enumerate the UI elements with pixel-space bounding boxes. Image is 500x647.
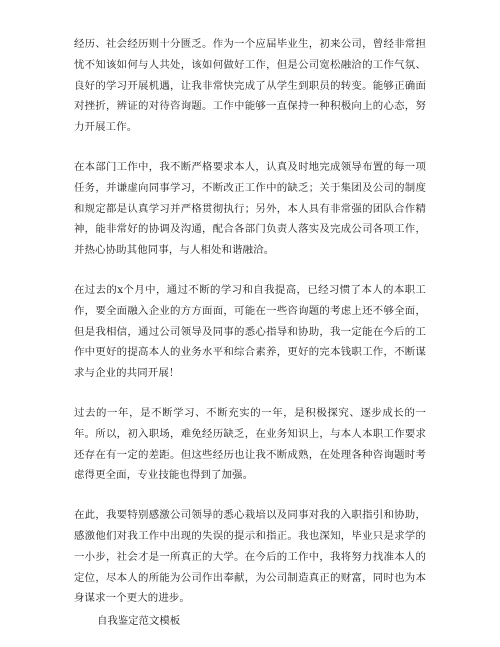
paragraph-1: 经历、社会经历则十分匮乏。作为一个应届毕业生，初来公司，曾经非常担忧不知该如何与人共处，该如何做好工作，但是公司宽松融洽的工作气氛、良好的学习开展机遇，让我非常快完成了从学生到职员的转变。能够正确面对挫折，辨证的对待咨询题。工作中能够一直保持一种积极向上的心态，努力开展工作。	[74, 38, 426, 134]
paragraph-3: 在过去的x个月中，通过不断的学习和自我提高，已经习惯了本人的本职工作，要全面融入企业的方方面面，可能在一些咨询题的考虑上还不够全面，但是我相信，通过公司领导及同事的悉心指导和协助，我一定能在今后的工作中更好的提高本人的业务水平和综合素养，更好的完本钱职工作，不断谋求与企业的共同开展！	[74, 283, 426, 380]
paragraph-2: 在本部门工作中，我不断严格要求本人，认真及时地完成领导布置的每一项任务，并谦虚向同事学习，不断改正工作中的缺乏；关于集团及公司的制度和规定都是认真学习并严格贯彻执行；另外，本人具有非常强的团队合作精神，能非常好的协调及沟通，配合各部门负责人落实及完成公司各项工作，并热心协助其他同事，与人相处和谐融洽。	[74, 160, 426, 257]
paragraph-5: 在此，我要特别感激公司领导的悉心栽培以及同事对我的入职指引和协助，感激他们对我工作中出现的失误的提示和指正。我也深知，毕业只是求学的一小步，社会才是一所真正的大学。在今后的工作中，我将努力找准本人的定位，尽本人的所能为公司作出奉献，为公司制造真正的财富，同时也为本身谋求一个更大的进步。	[74, 509, 426, 605]
document-body	[74, 34, 426, 631]
template-title: 自我鉴定范文模板	[97, 615, 181, 628]
paragraph-4: 过去的一年，是不断学习、不断充实的一年，是积极探究、逐步成长的一年。所以，初入职场，难免经历缺乏，在业务知识上，与本人本职工作要求还存在有一定的差距。但这些经历也让我不断成熟，在处理各种咨询题时考虑得更全面，专业技能也得到了加强。	[74, 406, 426, 482]
